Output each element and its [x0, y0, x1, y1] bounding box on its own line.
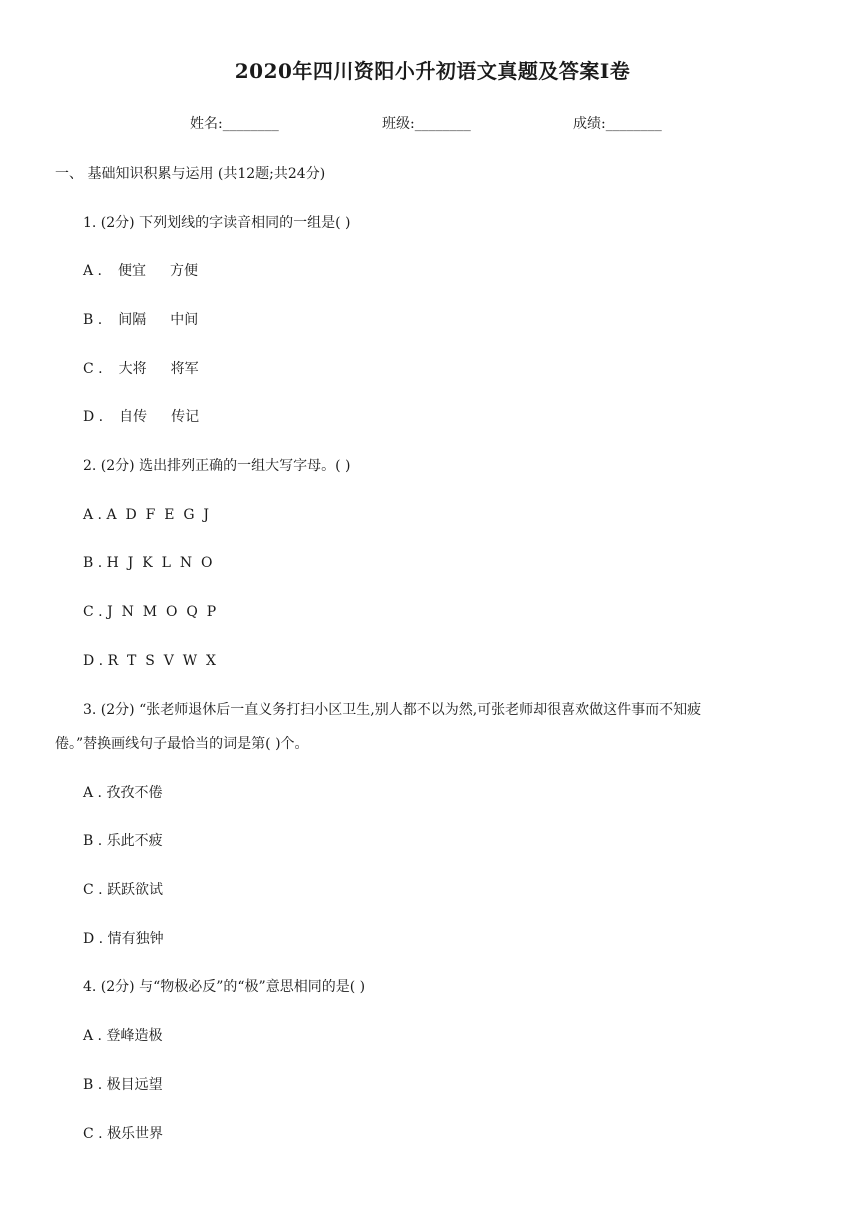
score-field: 成绩:________ [573, 116, 662, 132]
question-1-stem: 1. (2分) 下列划线的字读音相同的一组是( ) [83, 215, 351, 231]
question-1-option-c [83, 359, 199, 379]
option-word-2: 将军 [170, 361, 199, 377]
option-label: B . [83, 312, 103, 328]
option-word-1: 便宜 [118, 263, 147, 279]
option-label: C . [83, 361, 103, 377]
question-3-option-b: B . 乐此不疲 [83, 833, 163, 849]
page-title: 2020年四川资阳小升初语文真题及答案Ⅰ卷 [234, 59, 631, 83]
option-word-2: 方便 [170, 263, 199, 279]
question-4-option-b: B . 极目远望 [83, 1077, 163, 1093]
question-1-option-a [83, 261, 198, 281]
question-3-stem-line-1: 3. (2分) “张老师退休后一直义务打扫小区卫生,别人都不以为然,可张老师却很喜欢做这件事而不知疲 [83, 702, 702, 718]
option-label: D . [83, 409, 104, 425]
option-word-1: 自传 [119, 409, 148, 425]
option-word-1: 间隔 [118, 312, 147, 328]
option-word-2: 中间 [170, 312, 199, 328]
question-2-option-c: C . J N M O Q P [83, 604, 217, 620]
question-2-option-d: D . R T S V W X [83, 653, 217, 669]
question-2-stem: 2. (2分) 选出排列正确的一组大写字母。( ) [83, 458, 351, 474]
question-1-option-d [83, 407, 199, 427]
option-word-2: 传记 [171, 409, 200, 425]
question-2-option-b: B . H J K L N O [83, 555, 213, 571]
question-1-option-b [83, 310, 198, 330]
question-4-option-c: C . 极乐世界 [83, 1126, 164, 1142]
question-3-option-c: C . 跃跃欲试 [83, 882, 164, 898]
question-3-option-a: A . 孜孜不倦 [83, 785, 163, 801]
question-4-stem: 4. (2分) 与“物极必反”的“极”意思相同的是( ) [83, 979, 366, 995]
class-field: 班级:________ [382, 116, 471, 132]
option-label: A . [83, 263, 103, 279]
question-2-option-a: A . A D F E G J [83, 507, 210, 523]
option-word-1: 大将 [118, 361, 147, 377]
name-field: 姓名:________ [190, 116, 279, 132]
question-3-stem-line-2: 倦。”替换画线句子最恰当的词是第( )个。 [55, 736, 309, 752]
section-heading: 一、 基础知识积累与运用 (共12题;共24分) [55, 166, 326, 182]
question-3-option-d: D . 情有独钟 [83, 931, 164, 947]
question-4-option-a: A . 登峰造极 [83, 1028, 163, 1044]
